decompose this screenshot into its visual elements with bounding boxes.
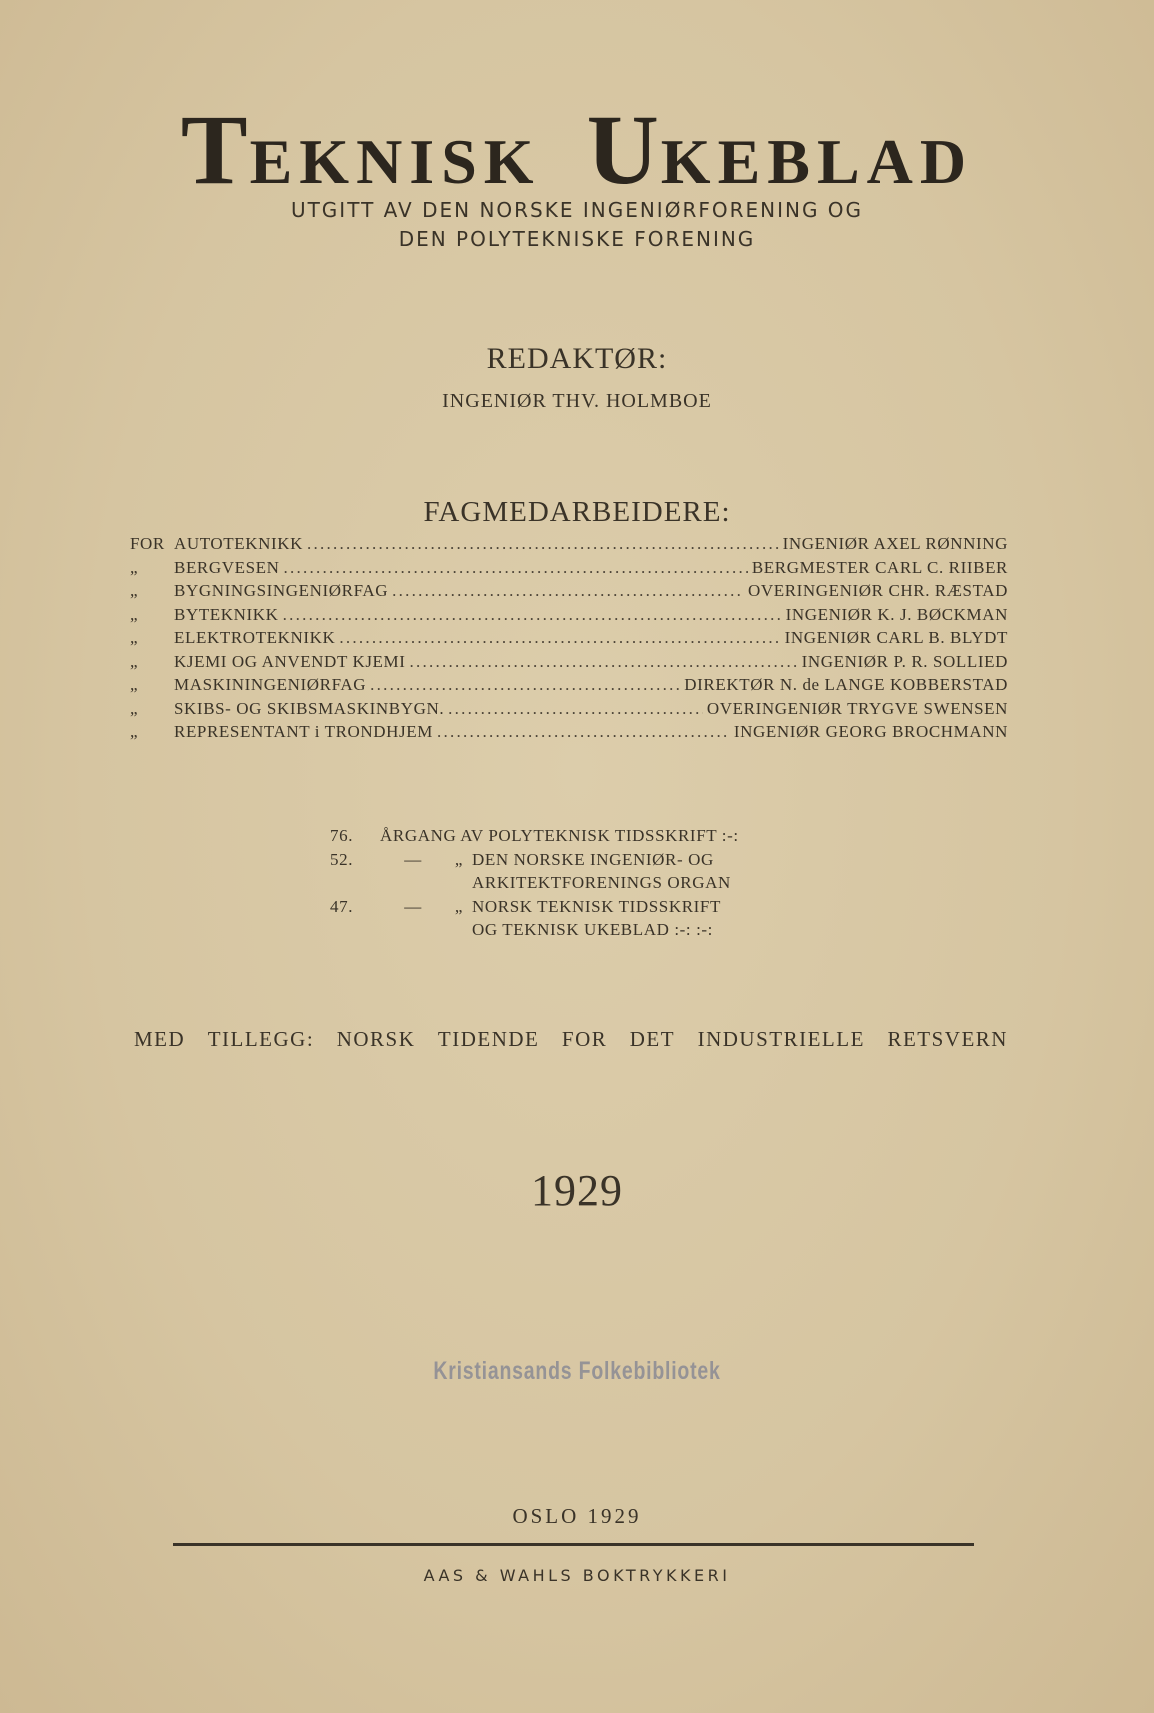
contributor-field: MASKININGENIØRFAG: [174, 675, 367, 694]
supplement-word: RETSVERN: [887, 1027, 1008, 1051]
contributor-prefix: „: [130, 651, 139, 671]
imprint-rule: [173, 1543, 974, 1546]
contributor-row: [130, 675, 1008, 699]
volume-dash: —: [404, 896, 422, 916]
contributor-prefix: „: [130, 581, 139, 600]
leader-dots: [307, 534, 779, 554]
contributor-prefix: FOR: [130, 534, 165, 553]
supplement-word: TIDENDE: [437, 1027, 540, 1051]
contributor-name: INGENIØR P. R. SOLLIED: [801, 651, 1008, 671]
volume-row: [330, 873, 830, 897]
contributor-field: AUTOTEKNIKK: [174, 534, 304, 553]
editor-label: REDAKTØR:: [486, 342, 668, 375]
contributor-prefix: „: [130, 675, 139, 694]
editor-name: INGENIØR THV. HOLMBOE: [442, 390, 712, 412]
contributor-row: [130, 534, 1008, 558]
contributor-prefix: „: [130, 628, 139, 647]
leader-dots: [370, 675, 680, 695]
supplement-word: DET: [629, 1027, 676, 1051]
volume-text: ÅRGANG AV POLYTEKNISK TIDSSKRIFT :-:: [380, 826, 739, 845]
volume-text: NORSK TEKNISK TIDSSKRIFT: [472, 896, 721, 916]
contributor-row: [130, 581, 1008, 605]
masthead-word1-rest: EKNISK: [249, 126, 541, 197]
volume-info: [330, 826, 830, 944]
contributor-name: OVERINGENIØR TRYGVE SWENSEN: [706, 698, 1008, 718]
contributor-row: [130, 699, 1008, 723]
leader-dots: [437, 722, 730, 742]
volume-dash: —: [404, 849, 422, 869]
contributor-row: [130, 652, 1008, 676]
library-stamp: Kristiansands Folkebibliotek: [433, 1357, 721, 1385]
volume-ditto: „: [454, 896, 464, 916]
contributor-field: KJEMI OG ANVENDT KJEMI: [174, 651, 406, 671]
contributor-field: REPRESENTANT i TRONDHJEM: [174, 722, 433, 741]
supplement-word: NORSK: [336, 1027, 416, 1051]
volume-number: 76.: [330, 826, 354, 845]
contributor-name: INGENIØR CARL B. BLYDT: [784, 628, 1008, 647]
contributor-row: [130, 628, 1008, 652]
supplement-word: MED: [134, 1027, 186, 1051]
supplement-word: TILLEGG:: [207, 1027, 315, 1051]
leader-dots: [410, 652, 798, 672]
contributors-list: [130, 534, 1008, 746]
contributor-name: OVERINGENIØR CHR. RÆSTAD: [747, 581, 1008, 600]
volume-row: [330, 850, 830, 874]
supplement-word: FOR: [561, 1027, 608, 1051]
contributor-name: INGENIØR AXEL RØNNING: [782, 534, 1008, 553]
publication-year: 1929: [531, 1166, 623, 1215]
leader-dots: [284, 558, 748, 578]
supplement-word: INDUSTRIELLE: [697, 1027, 865, 1051]
contributor-prefix: „: [130, 557, 139, 577]
contributor-name: INGENIØR K. J. BØCKMAN: [785, 604, 1008, 624]
volume-row: [330, 897, 830, 921]
volume-row: [330, 826, 830, 850]
contributor-name: INGENIØR GEORG BROCHMANN: [733, 722, 1008, 741]
contributor-prefix: „: [130, 698, 139, 718]
contributor-row: [130, 605, 1008, 629]
volume-ditto: „: [454, 849, 464, 869]
masthead-initial-u: U: [586, 94, 661, 205]
leader-dots: [339, 628, 780, 648]
contributor-field: ELEKTROTEKNIKK: [174, 628, 336, 647]
volume-number: 47.: [330, 896, 354, 916]
contributor-name: DIREKTØR N. de LANGE KOBBERSTAD: [684, 675, 1008, 694]
contributor-field: BYTEKNIKK: [174, 604, 279, 624]
volume-text: DEN NORSKE INGENIØR- OG: [472, 849, 714, 869]
volume-row: [330, 920, 830, 944]
contributor-field: BERGVESEN: [174, 557, 280, 577]
volume-text: OG TEKNISK UKEBLAD :-: :-:: [472, 920, 713, 939]
supplement-line: [134, 1027, 1008, 1052]
contributor-field: BYGNINGSINGENIØRFAG: [174, 581, 389, 600]
leader-dots: [283, 605, 782, 625]
leader-dots: [392, 581, 744, 601]
volume-number: 52.: [330, 849, 354, 869]
contributor-field: SKIBS- OG SKIBSMASKINBYGN.: [174, 698, 445, 718]
contributor-row: [130, 558, 1008, 582]
masthead-title: [0, 94, 1154, 205]
contributor-row: [130, 722, 1008, 746]
contributor-prefix: „: [130, 604, 139, 624]
contributors-heading: FAGMEDARBEIDERE:: [423, 496, 731, 528]
masthead-word2-rest: KEBLAD: [660, 126, 974, 197]
leader-dots: [448, 699, 703, 719]
publisher-line-1: UTGITT AV DEN NORSKE INGENIØRFORENING OG: [290, 198, 864, 222]
publisher-line-2: DEN POLYTEKNISKE FORENING: [398, 227, 756, 251]
contributor-name: BERGMESTER CARL C. RIIBER: [751, 557, 1008, 577]
imprint-printer: AAS & WAHLS BOKTRYKKERI: [423, 1566, 731, 1585]
imprint-place-year: OSLO 1929: [512, 1504, 642, 1528]
volume-text: ARKITEKTFORENINGS ORGAN: [472, 873, 731, 892]
contributor-prefix: „: [130, 722, 139, 741]
masthead-initial-t: T: [180, 94, 250, 205]
